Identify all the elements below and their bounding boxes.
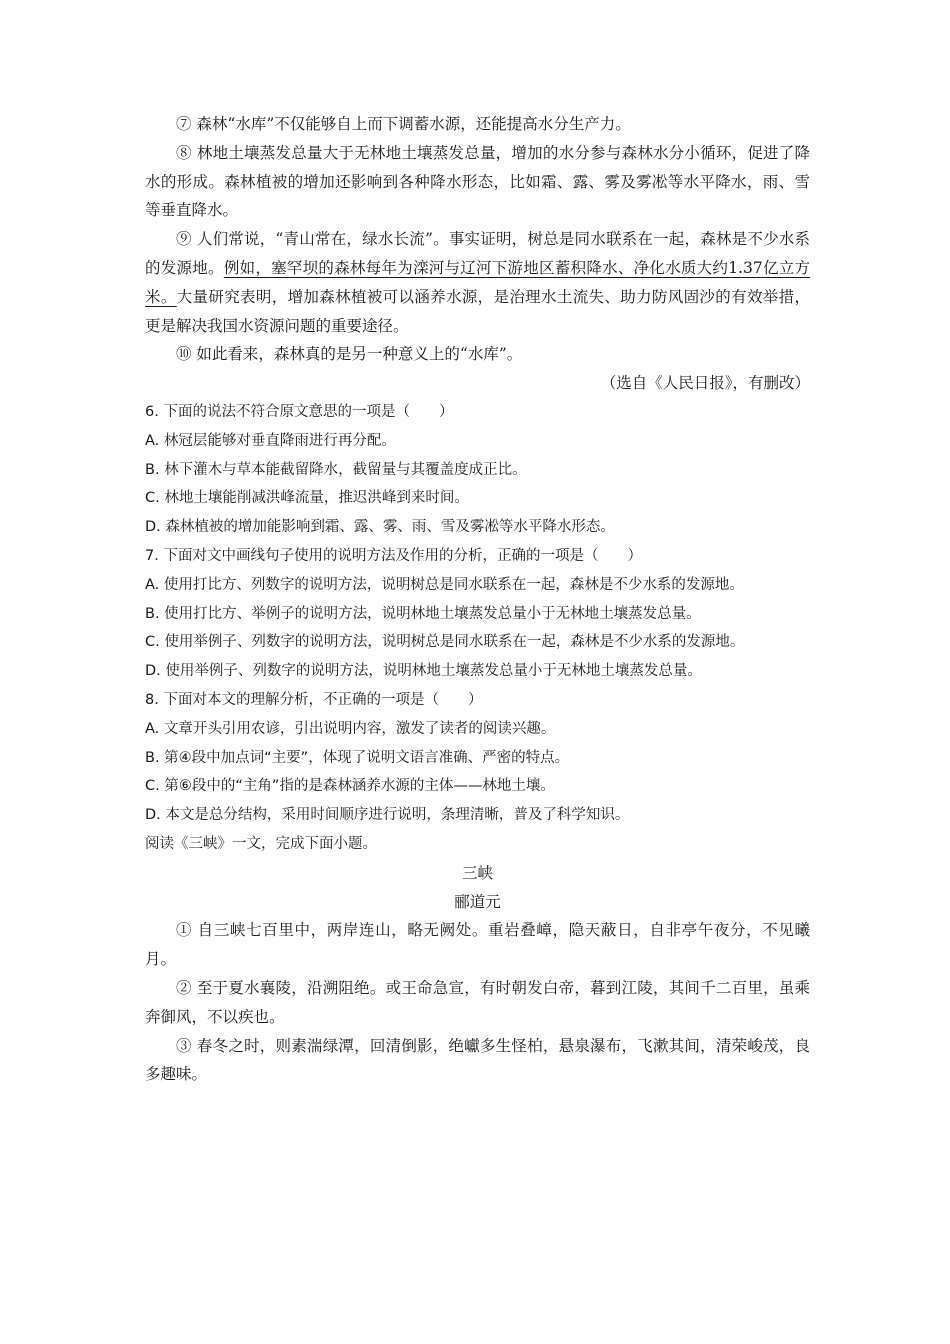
question-8-option-c: C. 第⑥段中的“主角”指的是森林涵养水源的主体——林地土壤。 — [145, 778, 555, 795]
source-citation: （选自《人民日报》，有删改） — [600, 374, 810, 393]
question-7-stem: 7. 下面对文中画线句子使用的说明方法及作用的分析，正确的一项是（ ） — [145, 547, 642, 564]
underlined-sentence: 例如，塞罕坝的森林每年为滦河与辽河下游地区蓄积降水、净化水质大约1.37亿立方米。 — [145, 258, 810, 306]
paragraph-9 — [145, 225, 810, 340]
section-intro: 阅读《三峡》一文，完成下面小题。 — [145, 835, 377, 852]
paragraph-9-end: 大量研究表明，增加森林植被可以涵养水源，是治理水土流失、助力防风固沙的有效举措，更是解决我国水资源问题的重要途径。 — [145, 287, 810, 335]
paragraph-10: ⑩ 如此看来，森林真的是另一种意义上的“水库”。 — [176, 345, 523, 364]
question-8-option-a: A. 文章开头引用农谚，引出说明内容，激发了读者的阅读兴趣。 — [145, 720, 556, 737]
question-7-option-b: B. 使用打比方、举例子的说明方法，说明林地土壤蒸发总量小于无林地土壤蒸发总量。 — [145, 605, 701, 622]
question-7-option-d: D. 使用举例子、列数字的说明方法，说明林地土壤蒸发总量小于无林地土壤蒸发总量。 — [145, 663, 702, 680]
sanxia-paragraph-2: ② 至于夏水襄陵，沿溯阻绝。或王命急宣，有时朝发白帝，暮到江陵，其间千二百里，虽乘奔御风，不以疾也。 — [145, 978, 810, 1026]
sanxia-paragraph-3: ③ 春冬之时，则素湍绿潭，回清倒影，绝巘多生怪柏，悬泉瀑布，飞漱其间，清荣峻茂，良多趣味。 — [145, 1036, 810, 1084]
question-6-option-a: A. 林冠层能够对垂直降雨进行再分配。 — [145, 432, 396, 449]
paragraph-8: ⑧ 林地土壤蒸发总量大于无林地土壤蒸发总量，增加的水分参与森林水分小循环，促进了降水的形成。森林植被的增加还影响到各种降水形态，比如霜、露、雾及雾凇等水平降水，雨、雪等垂直降水。 — [145, 143, 810, 220]
page-content — [145, 110, 810, 1089]
question-6-option-b: B. 林下灌木与草本能截留降水，截留量与其覆盖度成正比。 — [145, 461, 527, 478]
question-8-stem: 8. 下面对本文的理解分析，不正确的一项是（ ） — [145, 691, 483, 708]
sanxia-paragraph-1: ① 自三峡七百里中，两岸连山，略无阙处。重岩叠嶂，隐天蔽日，自非亭午夜分，不见曦月。 — [145, 921, 810, 969]
question-8-option-b: B. 第④段中加点词“主要”，体现了说明文语言准确、严密的特点。 — [145, 749, 570, 766]
question-6-stem: 6. 下面的说法不符合原文意思的一项是（ ） — [145, 403, 454, 420]
paragraph-7: ⑦ 森林“水库”不仅能够自上而下调蓄水源，还能提高水分生产力。 — [176, 115, 631, 133]
article-author: 郦道元 — [454, 892, 501, 911]
question-7-option-c: C. 使用举例子、列数字的说明方法，说明树总是同水联系在一起，森林是不少水系的发源地。 — [145, 634, 745, 651]
article-title: 三峡 — [461, 863, 493, 882]
question-6-option-d: D. 森林植被的增加能影响到霜、露、雾、雨、雪及雾凇等水平降水形态。 — [145, 519, 615, 536]
question-7-option-a: A. 使用打比方、列数字的说明方法，说明树总是同水联系在一起，森林是不少水系的发源地。 — [145, 576, 744, 593]
paragraph-9-start: ⑨ 人们常说，“青山常在，绿水长流”。事实证明，树总是同水联系在一起，森林是不少水系的发源地。 — [145, 230, 810, 277]
question-6-option-c: C. 林地土壤能削减洪峰流量，推迟洪峰到来时间。 — [145, 490, 469, 507]
question-8-option-d: D. 本文是总分结构，采用时间顺序进行说明，条理清晰，普及了科学知识。 — [145, 807, 630, 824]
